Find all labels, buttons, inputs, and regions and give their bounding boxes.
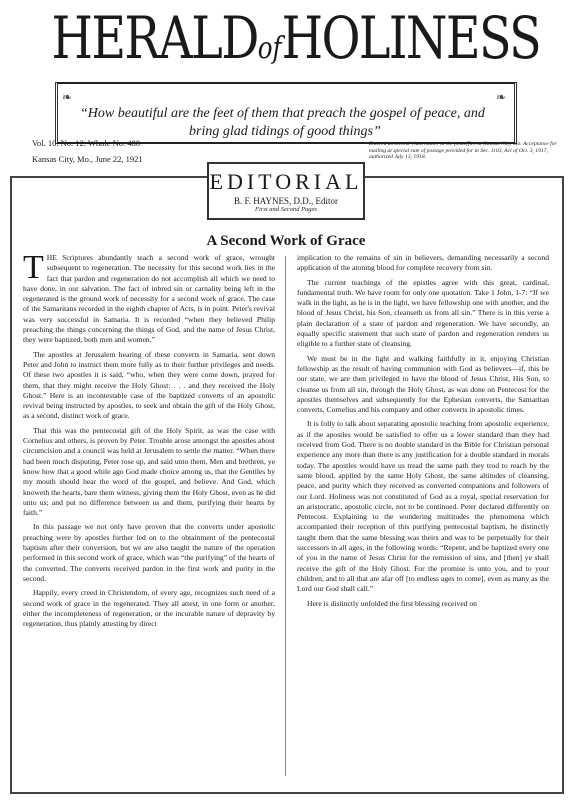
paragraph: implication to the remains of sin in believers, demanding necessarily a second application of the atoning blood for complete recovery from sin. xyxy=(297,253,549,273)
motto-line-1: “How beautiful are the feet of them that preach the gospel of peace, and xyxy=(80,106,485,121)
article-column-right xyxy=(297,253,549,793)
editorial-heading: EDITORIAL xyxy=(209,169,363,194)
mailing-notice: Entered as second-class matter at the postoffice at Kansas City, Mo. Acceptance for mailing at special rate of postage provided for in Sec. 1103, Act of Oct. 3, 1917, authorized July 13, 1918. xyxy=(369,141,557,161)
paragraph: We must be in the light and walking faithfully in it, enjoying Christian fellowship as the result of having communion with God as believers—if, this be our state, we are then privileged to have the blood of Jesus Christ, His Son, to cleanse us from all sin, through the Holy Ghost, as was done on Pentecost for the apostles themselves and subsequently for the Ephesian converts, the Samaritan converts, Cornelius and his company and other converts in apostolic times. xyxy=(297,353,549,415)
masthead-title xyxy=(51,4,541,81)
paragraph: The current teachings of the epistles agree with this great, cardinal, fundamental truth. We have room for only one quotation. Take 1 John, 1-7: “If we walk in the light, as he is in the light, we have fellowship one with another, and the blood of Jesus Christ, his Son, cleanseth us from all sin.” There is in this verse a plain declaration of a state of pardon and regeneration. We have secondly, an equally specific statement that such state of pardon and regeneration renders us eligible to a further state of cleansing. xyxy=(297,277,549,349)
column-divider xyxy=(285,256,286,776)
paragraph: Here is distinctly unfolded the first blessing received on xyxy=(307,598,477,608)
masthead-herald: HERALD xyxy=(51,4,258,72)
issue-place-date: Kansas City, Mo., June 22, 1921 xyxy=(32,154,143,164)
editor-name: B. F. HAYNES, D.D., Editor xyxy=(234,196,338,206)
paragraph: In this passage we not only have proven that the converts under apostolic preaching were by apostles further led on to the obtainment of the pentecostal baptism after their conversion, but we are also taught the nature of the operation performed in this second work of grace, which was “the purifying” of the hearts of the converted. The converts received pardon in the first work and purity in the second. xyxy=(23,522,275,583)
paragraph: It is folly to talk about separating apostolic teaching from apostolic experience, as if the apostles would be satisfied to offer us a lower standard than they had received from God. There is no double standard in the Bible for Christian personal experience any more than there is any justification for a double standard in morals today. The apostles would have us tread the same path they trod to reach by the same blood, applied by the same Holy Ghost, the same altitudes of cleansing, peace, and purity which they received as converted companions and followers of our Lord. Holiness was not constituted of God as a royal, special reservation for an aristocratic, apostolic circle, not to be continued. Peter declared differently on Pentecost. Explaining to the wondering multitudes the phenomena which accompanied their reception of this purifying pentecostal baptism, he distinctly taught them that the same blessing was theirs and was to be perpetually for their successors in all ages, in the following words: “Repent, and be baptized every one of you in the name of Jesus Christ for the remission of sins, and [then] ye shall receive the gift of the Holy Ghost. For the promise is unto you, and to your children, and to all that are afar off [to endless ages to come], even as many as the Lord our God shall call.” xyxy=(297,419,549,594)
ornament-icon: ❧ xyxy=(496,90,507,104)
ornament-icon: ❧ xyxy=(62,90,73,104)
motto-line-2: bring glad tidings of good things” xyxy=(189,124,381,139)
paragraph: The apostles at Jerusalem hearing of these converts in Samaria, sent down Peter and John to instruct them more fully as to their further privileges and needs. Of these two apostles it is said, “who, when they were come down, prayed for them, that they might receive the Holy Ghost: . . . and they received the Holy Ghost.” Here is an incontestable case of the baptized converts of an apostolic revival being instructed by apostles, to seek and obtain the gift of the Holy Ghost, as a second, distinct work of grace. xyxy=(23,349,275,421)
drop-cap: T xyxy=(23,253,44,286)
article-column-left xyxy=(23,253,275,793)
paragraph xyxy=(23,253,275,346)
masthead-of: of xyxy=(257,31,282,66)
masthead-holiness: HOLINESS xyxy=(281,4,541,72)
editorial-pages: First and Second Pages xyxy=(255,206,317,213)
paragraph: That this was the pentecostal gift of the Holy Spirit, as was the case with Cornelius and others, is proven by Peter. Trouble arose amongst the apostles about circumcision and a council was held at Jerusalem to settle the matter. “When there had been much disputing, Peter rose up, and said unto them, Men and brethren, ye know how that a good while ago God made choice among us, that the Gentiles by my mouth should hear the word of the gospel, and believe. And God, which knoweth the hearts, bare them witness, giving them the Holy Ghost, even as he did unto us; and put no difference between us and them, purifying their hearts by faith.” xyxy=(23,425,275,518)
paragraph-text: HE Scriptures abundantly teach a second work of grace, wrought subsequent to regeneration. The necessity for this second work lies in the fact that pardon and regeneration do not accomplish all which we need to have done, in our salvation. The fact of inbred sin or carnality being left in the regenerated is the ground work of necessity for a second work of grace. The case of the Samaritans recorded in the eighth chapter of Acts, is in point. Peter's revival was very successful in Samaria. It is recorded “when they believed Philip preaching the things concerning the things of God, and the name of Jesus Christ, they were baptized, both men and women.” xyxy=(23,253,275,345)
issue-volume: Vol. 10. No. 12. Whole No. 480 xyxy=(32,138,141,148)
paragraph: Happily, every creed in Christendom, of every age, recognizes such need of a second work of grace in the regenerated. They all attest, in one form or another, either the incompleteness of regeneration, or the incurable nature of depravity by regeneration, thus plainly attesting by direct xyxy=(23,588,275,629)
article-title: A Second Work of Grace xyxy=(206,233,366,249)
editorial-box xyxy=(207,162,365,220)
